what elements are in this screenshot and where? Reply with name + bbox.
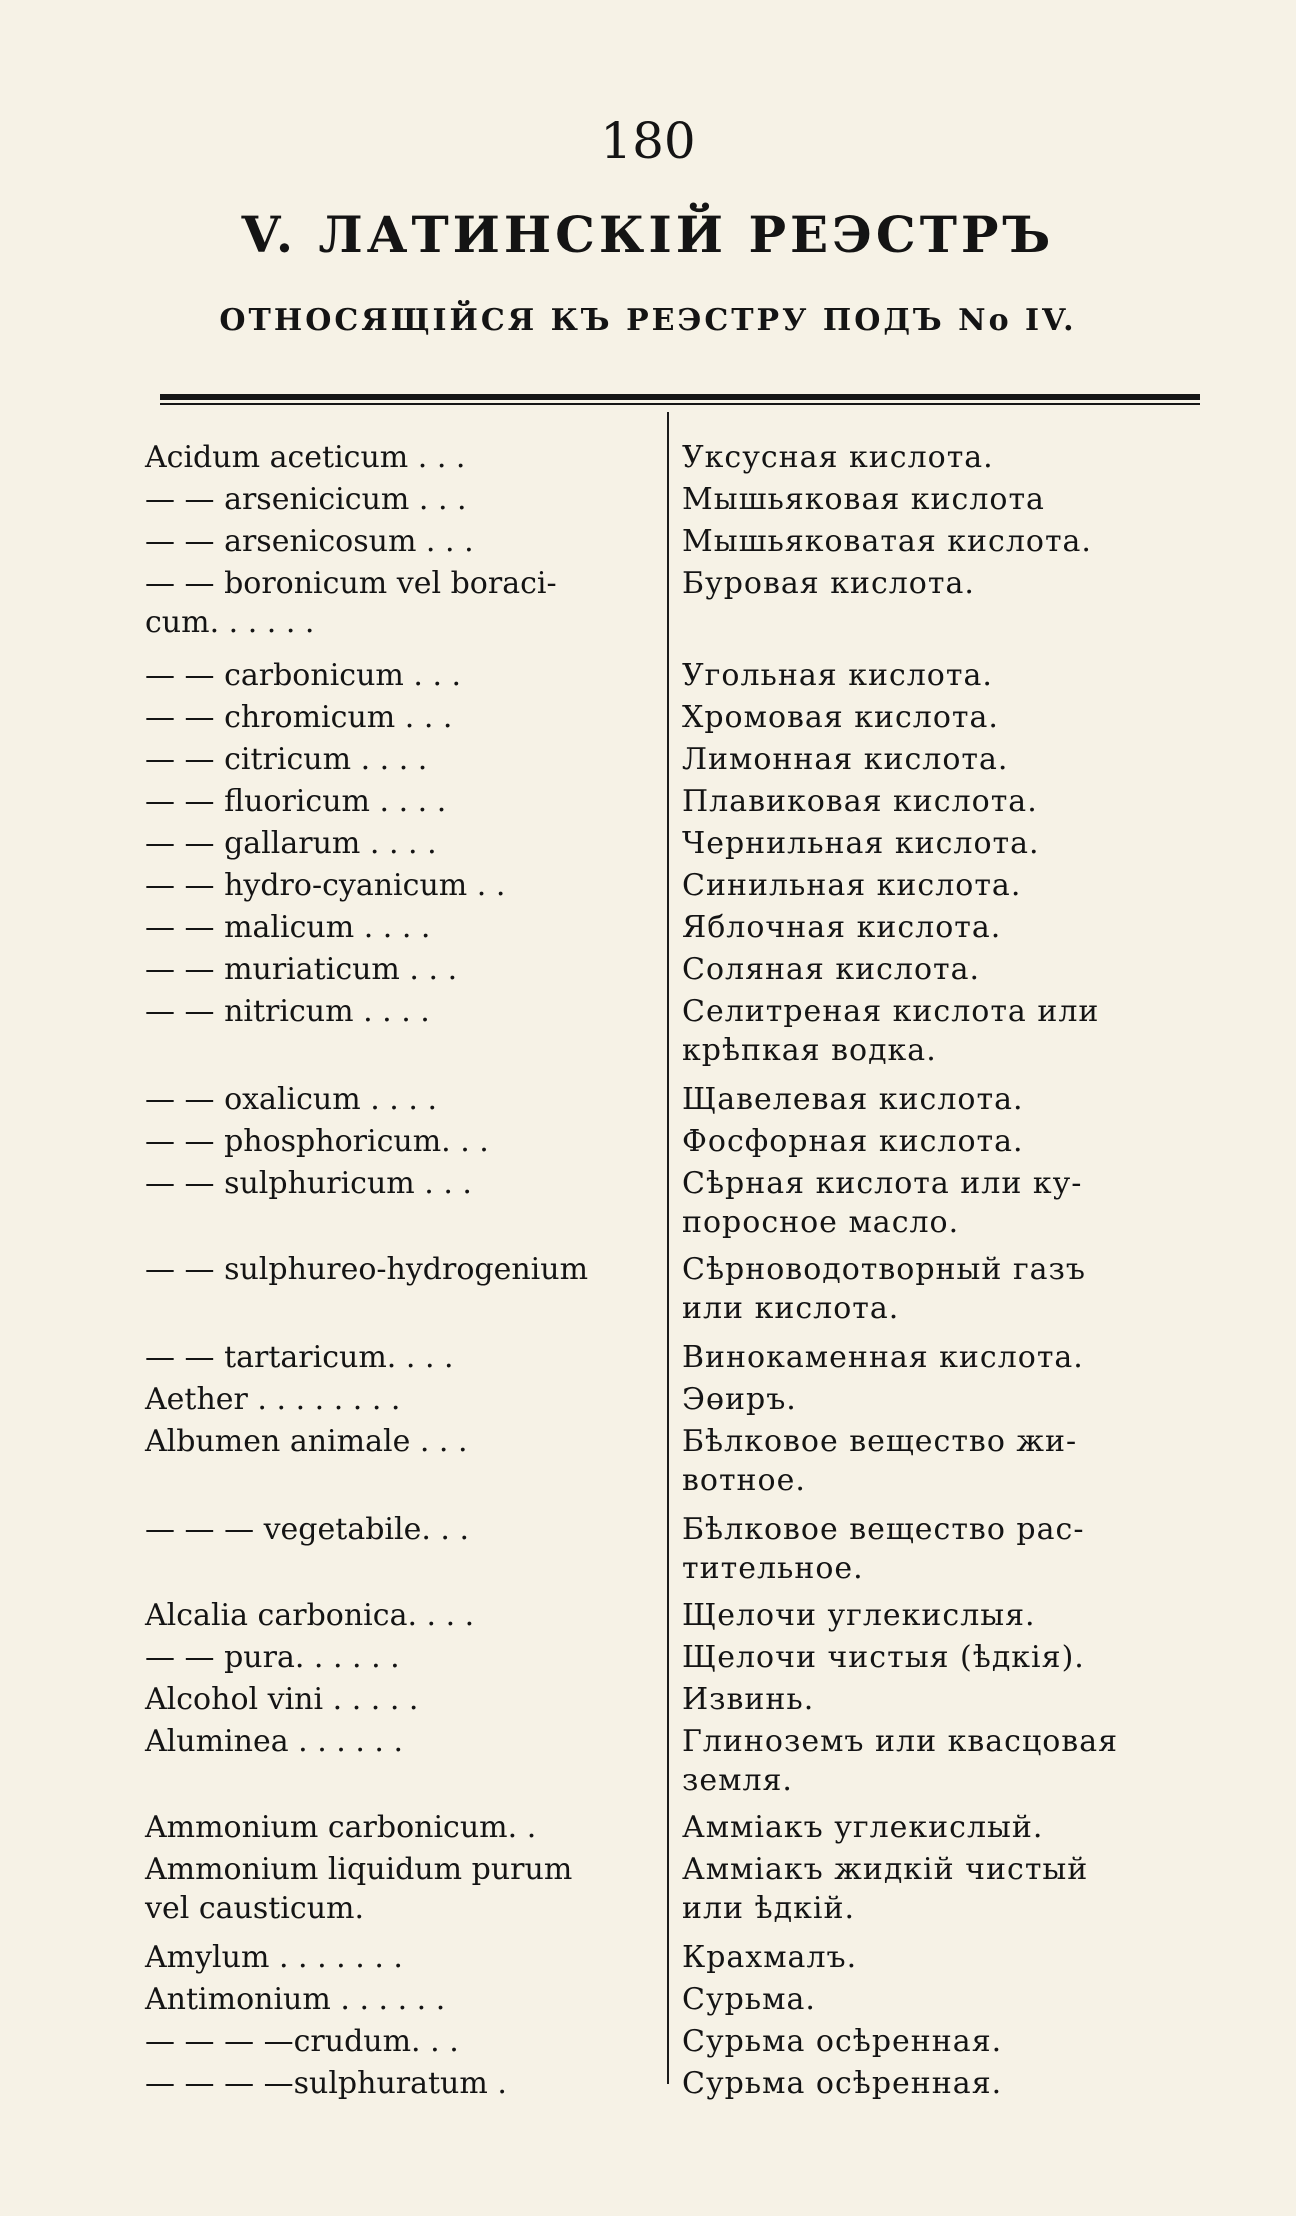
russian-term: Селитреная кислота или крѣпкая водка. bbox=[682, 994, 1100, 1068]
latin-term: Aluminea . . . . . . bbox=[145, 1724, 404, 1759]
russian-term: Буровая кислота. bbox=[682, 566, 975, 601]
russian-term: Угольная кислота. bbox=[682, 658, 993, 693]
russian-term: Крахмалъ. bbox=[682, 1940, 858, 1975]
latin-term: Alcohol vini . . . . . bbox=[145, 1682, 419, 1717]
latin-term: — — sulphuricum . . . bbox=[145, 1166, 472, 1201]
russian-term: Щелочи углекислыя. bbox=[682, 1598, 1036, 1633]
latin-term: Amylum . . . . . . . bbox=[145, 1940, 403, 1975]
russian-term: Синильная кислота. bbox=[682, 868, 1022, 903]
russian-term: Сѣрноводотворный газъ или кислота. bbox=[682, 1252, 1086, 1326]
russian-term: Лимонная кислота. bbox=[682, 742, 1009, 777]
latin-term: Aether . . . . . . . . bbox=[145, 1382, 401, 1417]
russian-term: Винокаменная кислота. bbox=[682, 1340, 1084, 1375]
latin-term: — — — —crudum. . . bbox=[145, 2024, 459, 2059]
russian-term: Сѣрная кислота или ку- поросное масло. bbox=[682, 1166, 1083, 1240]
latin-term: — — nitricum . . . . bbox=[145, 994, 430, 1029]
column-divider bbox=[667, 412, 669, 2084]
latin-term: — — oxalicum . . . . bbox=[145, 1082, 437, 1117]
latin-term: Albumen animale . . . bbox=[145, 1424, 468, 1459]
russian-term: Мышьяковатая кислота. bbox=[682, 524, 1092, 559]
latin-term: — — arsenicosum . . . bbox=[145, 524, 474, 559]
header-rule-thin bbox=[160, 403, 1200, 405]
russian-term: Эөиръ. bbox=[682, 1382, 797, 1417]
russian-term: Чернильная кислота. bbox=[682, 826, 1040, 861]
latin-term: — — carbonicum . . . bbox=[145, 658, 462, 693]
latin-term: — — arsenicicum . . . bbox=[145, 482, 467, 517]
russian-term: Аммiакъ жидкiй чистый или ѣдкiй. bbox=[682, 1852, 1089, 1926]
latin-term: — — muriaticum . . . bbox=[145, 952, 458, 987]
russian-term: Бѣлковое вещество жи- вотное. bbox=[682, 1424, 1078, 1498]
russian-term: Глиноземъ или квасцовая земля. bbox=[682, 1724, 1119, 1798]
latin-term: — — hydro-cyanicum . . bbox=[145, 868, 506, 903]
russian-term: Мышьяковая кислота bbox=[682, 482, 1045, 517]
latin-term: — — pura. . . . . . bbox=[145, 1640, 400, 1675]
russian-term: Сурьма. bbox=[682, 1982, 816, 2017]
latin-term: — — boronicum vel boraci- cum. . . . . . bbox=[145, 566, 557, 640]
latin-term: — — phosphoricum. . . bbox=[145, 1124, 489, 1159]
russian-term: Соляная кислота. bbox=[682, 952, 981, 987]
russian-term: Щелочи чистыя (ѣдкiя). bbox=[682, 1640, 1085, 1675]
russian-term: Уксусная кислота. bbox=[682, 440, 994, 475]
russian-term: Бѣлковое вещество рас- тительное. bbox=[682, 1512, 1085, 1586]
page-number: 180 bbox=[600, 112, 696, 170]
russian-term: Яблочная кислота. bbox=[682, 910, 1002, 945]
russian-term: Сурьма осѣренная. bbox=[682, 2066, 1003, 2101]
page-subtitle: ОТНОСЯЩIЙСЯ КЪ РЕЭСТРУ ПОДЪ No IV. bbox=[219, 303, 1077, 338]
latin-term: — — citricum . . . . bbox=[145, 742, 428, 777]
latin-term: — — gallarum . . . . bbox=[145, 826, 437, 861]
latin-term: — — sulphureo-hydrogenium bbox=[145, 1252, 589, 1287]
russian-term: Фосфорная кислота. bbox=[682, 1124, 1024, 1159]
latin-term: Ammonium carbonicum. . bbox=[145, 1810, 537, 1845]
russian-term: Щавелевая кислота. bbox=[682, 1082, 1024, 1117]
russian-term: Плавиковая кислота. bbox=[682, 784, 1038, 819]
latin-term: — — — —sulphuratum . bbox=[145, 2066, 507, 2101]
latin-term: — — — vegetabile. . . bbox=[145, 1512, 470, 1547]
latin-term: Alcalia carbonica. . . . bbox=[145, 1598, 475, 1633]
latin-term: Acidum aceticum . . . bbox=[145, 440, 466, 475]
latin-term: Ammonium liquidum purum vel causticum. bbox=[145, 1852, 573, 1926]
latin-term: Antimonium . . . . . . bbox=[145, 1982, 446, 2017]
latin-term: — — malicum . . . . bbox=[145, 910, 431, 945]
russian-term: Аммiакъ углекислый. bbox=[682, 1810, 1044, 1845]
header-rule-thick bbox=[160, 394, 1200, 400]
latin-term: — — tartaricum. . . . bbox=[145, 1340, 454, 1375]
russian-term: Извинь. bbox=[682, 1682, 815, 1717]
russian-term: Сурьма осѣренная. bbox=[682, 2024, 1003, 2059]
latin-term: — — fluoricum . . . . bbox=[145, 784, 447, 819]
latin-term: — — chromicum . . . bbox=[145, 700, 453, 735]
russian-term: Хромовая кислота. bbox=[682, 700, 999, 735]
page-title: V. ЛАТИНСКIЙ РЕЭСТРЪ bbox=[241, 205, 1055, 264]
